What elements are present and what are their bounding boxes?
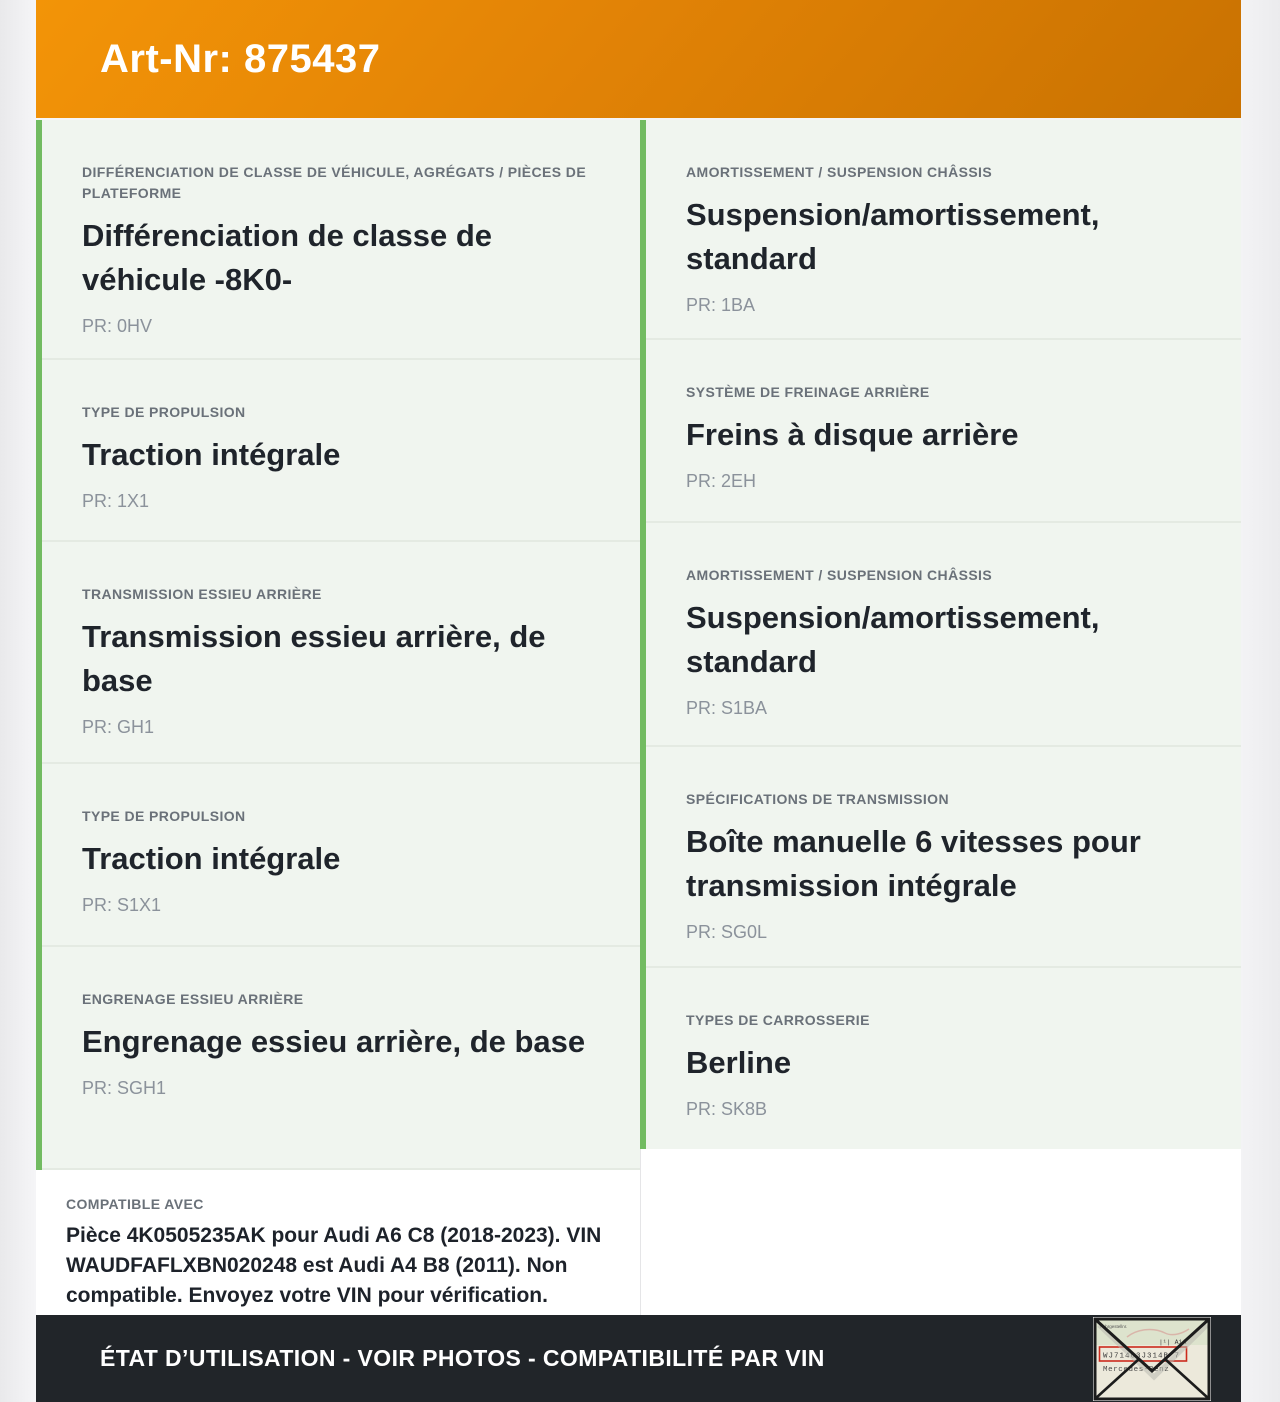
- attribute-value-title: Engrenage essieu arrière, de base: [82, 1024, 586, 1059]
- envelope-over-registration-icon: [1093, 1317, 1211, 1401]
- attribute-pr-code: PR: 0HV: [82, 316, 153, 337]
- attribute-category-label: SYSTÈME DE FREINAGE ARRIÈRE: [686, 384, 930, 400]
- attribute-pr-code: PR: 1BA: [686, 295, 756, 316]
- right-column-filler: [640, 1149, 1241, 1315]
- attribute-card-body-type: [640, 968, 1241, 1149]
- footer-banner-text: ÉTAT D’UTILISATION - VOIR PHOTOS - COMPATIBILITÉ PAR VIN: [100, 1345, 825, 1371]
- attribute-value-title: Berline: [686, 1045, 792, 1080]
- right-card-stack: [640, 120, 1241, 1149]
- attribute-pr-code: PR: SGH1: [82, 1078, 167, 1099]
- compatibility-label: COMPATIBLE AVEC: [66, 1196, 204, 1212]
- header-banner: [36, 0, 1241, 118]
- attribute-card-rear-axle-gearing: [36, 947, 640, 1170]
- doc-vin-text: WJ71463J314B 7: [1103, 1352, 1181, 1361]
- attribute-pr-code: PR: GH1: [82, 717, 155, 738]
- attribute-category-label: TYPE DE PROPULSION: [82, 404, 246, 420]
- attribute-card-suspension: [640, 120, 1241, 340]
- attribute-card-propulsion-s: [36, 764, 640, 947]
- attribute-category-label: AMORTISSEMENT / SUSPENSION CHÂSSIS: [686, 567, 993, 583]
- attribute-card-propulsion: [36, 360, 640, 542]
- attribute-category-label: SPÉCIFICATIONS DE TRANSMISSION: [686, 791, 949, 807]
- attribute-value-title: Traction intégrale: [82, 437, 341, 472]
- compatibility-note: [36, 1170, 640, 1315]
- article-number-title: Art-Nr: 875437: [100, 36, 381, 81]
- attribute-category-label: AMORTISSEMENT / SUSPENSION CHÂSSIS: [686, 164, 993, 180]
- right-column: [640, 120, 1241, 1315]
- registration-document-thumbnail[interactable]: [1093, 1317, 1211, 1401]
- attribute-category-label: DIFFÉRENCIATION DE CLASSE DE VÉHICULE, AGRÉGATS / PIÈCES DE PLATEFORME: [82, 164, 587, 201]
- attribute-value-title: Suspension/amortissement, standard: [686, 197, 1100, 277]
- attribute-card-rear-axle-transmission: [36, 542, 640, 764]
- attribute-pr-code: PR: S1BA: [686, 698, 768, 719]
- attribute-card-suspension-s: [640, 523, 1241, 747]
- attribute-pr-code: PR: 2EH: [686, 471, 757, 492]
- attribute-value-title: Boîte manuelle 6 vitesses pour transmission intégrale: [686, 824, 1141, 904]
- attribute-category-label: TYPES DE CARROSSERIE: [686, 1012, 870, 1028]
- doc-right-text: |¹| AiA: [1159, 1339, 1187, 1346]
- attribute-card-gearbox: [640, 747, 1241, 968]
- doc-brand-text: Mercedes-Benz: [1103, 1366, 1170, 1374]
- attribute-card-rear-brakes: [640, 340, 1241, 523]
- left-card-stack: [36, 120, 640, 1170]
- compatibility-text: Pièce 4K0505235AK pour Audi A6 C8 (2018-2023). VIN WAUDFAFLXBN020248 est Audi A4 B8 (2011). Non compatible. Envoyez votre VIN pour vérification.: [66, 1224, 602, 1308]
- doc-field-label: Fahrgestellnr.: [1100, 1324, 1128, 1329]
- attribute-value-title: Suspension/amortissement, standard: [686, 600, 1100, 680]
- footer-bar: [36, 1315, 1241, 1402]
- attribute-pr-code: PR: SG0L: [686, 922, 768, 943]
- attribute-card-vehicle-class: [36, 120, 640, 360]
- left-column: [36, 120, 640, 1315]
- attribute-value-title: Traction intégrale: [82, 841, 341, 876]
- attribute-value-title: Freins à disque arrière: [686, 417, 1019, 452]
- attribute-value-title: Différenciation de classe de véhicule -8K0-: [82, 218, 493, 298]
- attribute-pr-code: PR: S1X1: [82, 895, 162, 916]
- attribute-pr-code: PR: 1X1: [82, 491, 150, 512]
- attribute-pr-code: PR: SK8B: [686, 1099, 768, 1120]
- attribute-category-label: ENGRENAGE ESSIEU ARRIÈRE: [82, 991, 304, 1007]
- attribute-category-label: TYPE DE PROPULSION: [82, 808, 246, 824]
- attribute-category-label: TRANSMISSION ESSIEU ARRIÈRE: [82, 586, 322, 602]
- attribute-value-title: Transmission essieu arrière, de base: [82, 619, 546, 699]
